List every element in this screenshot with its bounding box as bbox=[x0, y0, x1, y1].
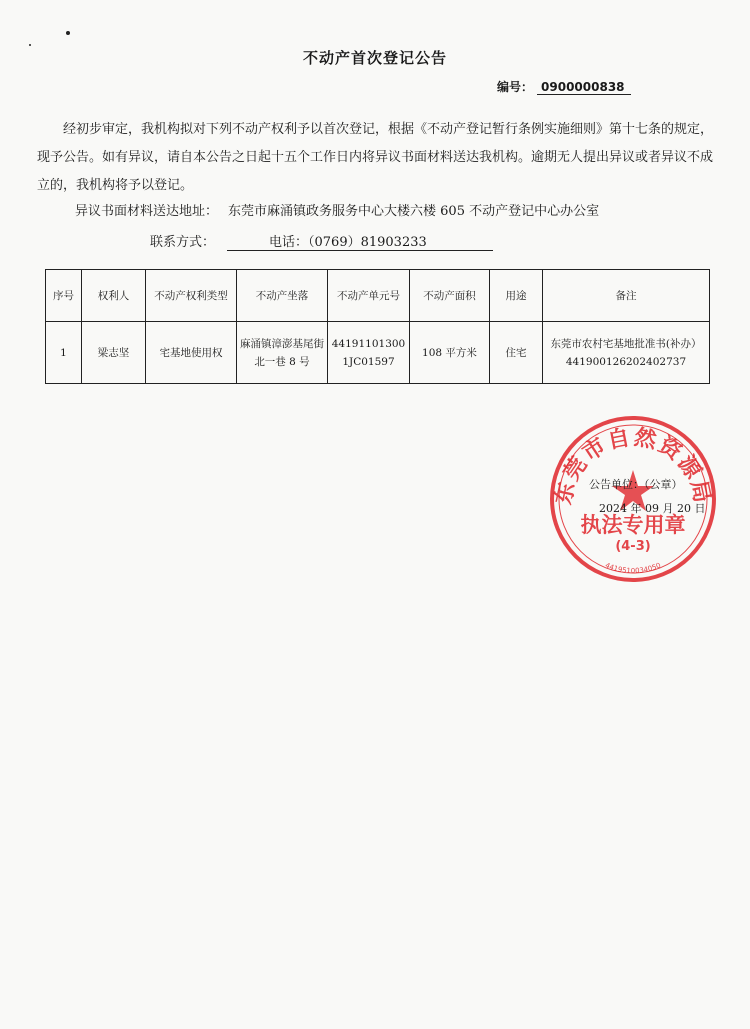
cell-area: 108 平方米 bbox=[410, 322, 490, 384]
official-seal bbox=[548, 414, 718, 584]
seal-sub-text: (4-3) bbox=[615, 539, 651, 554]
scan-speck bbox=[66, 31, 70, 35]
contact-value: 电话：（0769）81903233 bbox=[227, 231, 493, 251]
column-header: 不动产坐落 bbox=[237, 270, 328, 322]
objection-address-value: 东莞市麻涌镇政务服务中心大楼六楼 605 不动产登记中心办公室 bbox=[228, 204, 600, 219]
contact-info bbox=[150, 231, 710, 251]
contact-label: 联系方式： bbox=[150, 235, 216, 250]
issuing-unit: 公告单位：（公章） bbox=[589, 478, 683, 491]
document-number-value: 0900000838 bbox=[537, 80, 631, 95]
seal-code-text: 4419510034050 bbox=[603, 561, 663, 576]
notice-body: 经初步审定，我机构拟对下列不动产权利予以首次登记，根据《不动产登记暂行条例实施细则》第十七条的规定，现予公告。如有异议，请自本公告之日起十五个工作日内将异议书面材料送达我机构。逾期无人提出异议或者异议不成立的，我机构将予以登记。 bbox=[37, 122, 714, 193]
column-header: 不动产单元号 bbox=[328, 270, 410, 322]
objection-address-label: 异议书面材料送达地址： bbox=[75, 204, 219, 219]
registration-table bbox=[45, 269, 710, 384]
seal-center-text: 执法专用章 bbox=[580, 512, 686, 537]
column-header: 备注 bbox=[543, 270, 710, 322]
column-header: 权利人 bbox=[82, 270, 146, 322]
cell-serial: 1 bbox=[46, 322, 82, 384]
seal-arc-text: 东莞市自然资源局 bbox=[550, 424, 716, 507]
table-header-row bbox=[46, 270, 710, 322]
cell-location: 麻涌镇漳澎基尾街北一巷 8 号 bbox=[237, 322, 328, 384]
scan-speck bbox=[29, 44, 31, 46]
column-header: 用途 bbox=[490, 270, 543, 322]
document-number-label: 编号： bbox=[497, 80, 534, 94]
issue-date: 2024 年 09 月 20 日 bbox=[599, 502, 706, 515]
table-row bbox=[46, 322, 710, 384]
column-header: 不动产面积 bbox=[410, 270, 490, 322]
cell-owner: 梁志坚 bbox=[82, 322, 146, 384]
objection-address bbox=[75, 200, 735, 219]
column-header: 序号 bbox=[46, 270, 82, 322]
cell-usage: 住宅 bbox=[490, 322, 543, 384]
page-title: 不动产首次登记公告 bbox=[302, 49, 447, 67]
cell-remarks: 东莞市农村宅基地批准书(补办）441900126202402737 bbox=[543, 322, 710, 384]
cell-unit-number: 441911013001JC01597 bbox=[328, 322, 410, 384]
cell-right-type: 宅基地使用权 bbox=[146, 322, 237, 384]
column-header: 不动产权利类型 bbox=[146, 270, 237, 322]
document-number bbox=[497, 78, 631, 95]
